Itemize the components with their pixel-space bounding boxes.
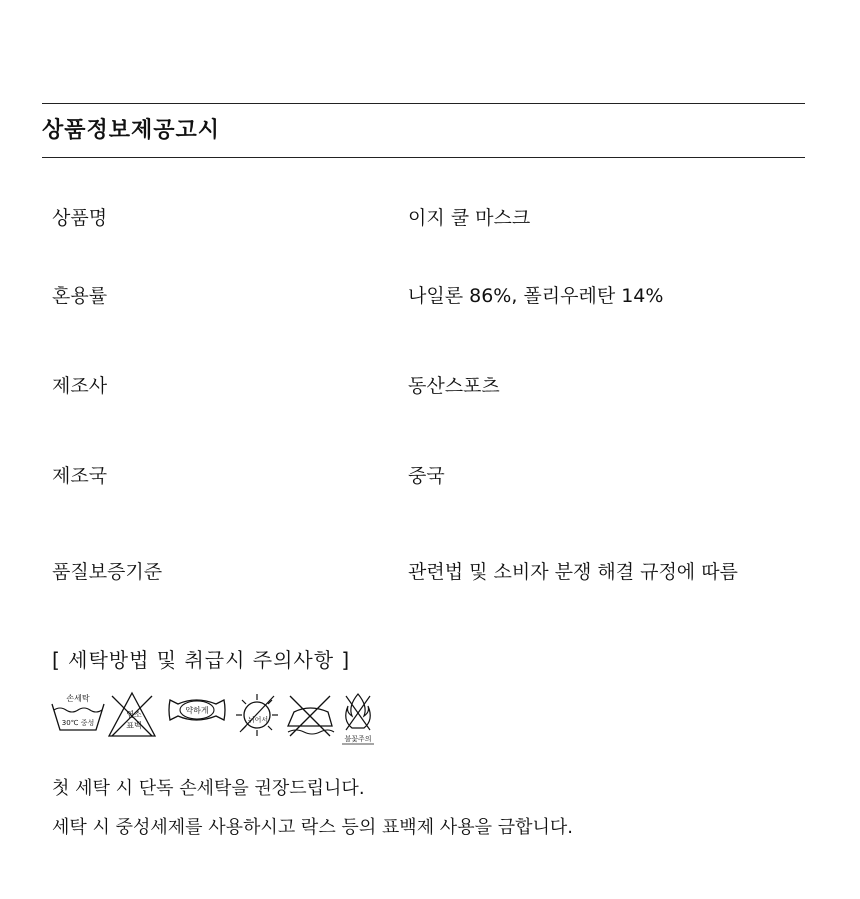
- no-sun-dry-icon: [234, 690, 280, 738]
- svg-text:표백: 표백: [126, 721, 142, 730]
- header-rule: [42, 157, 805, 158]
- row-label: 상품명: [52, 207, 108, 229]
- care-note-2: 세탁 시 중성세제를 사용하시고 락스 등의 표백제 사용을 금합니다.: [52, 817, 573, 838]
- svg-text:불꽃주의: 불꽃주의: [344, 735, 372, 743]
- row-value: 이지 쿨 마스크: [408, 207, 531, 229]
- row-value: 동산스포츠: [408, 375, 500, 397]
- gentle-wring-icon: [166, 690, 228, 730]
- care-heading: [ 세탁방법 및 취급시 주의사항 ]: [52, 648, 351, 672]
- row-value: 나일론 86%, 폴리우레탄 14%: [408, 285, 664, 307]
- svg-text:약하게: 약하게: [185, 706, 209, 715]
- page-title: 상품정보제공고시: [42, 118, 221, 143]
- svg-text:염소: 염소: [126, 710, 142, 719]
- row-value: 중국: [408, 465, 445, 487]
- no-bleach-icon: [106, 690, 158, 740]
- svg-text:30℃ 중성: 30℃ 중성: [61, 719, 95, 727]
- row-label: 혼용률: [52, 285, 108, 307]
- row-label: 제조국: [52, 465, 108, 487]
- hand-wash-icon: [50, 690, 106, 736]
- svg-text:뉘어서: 뉘어서: [247, 716, 269, 724]
- top-rule: [42, 103, 805, 104]
- svg-text:손세탁: 손세탁: [66, 694, 90, 703]
- no-dry-clean-icon: [340, 690, 376, 746]
- row-label: 제조사: [52, 375, 108, 397]
- row-label: 품질보증기준: [52, 561, 163, 583]
- row-value: 관련법 및 소비자 분쟁 해결 규정에 따름: [408, 561, 738, 583]
- no-iron-icon: [284, 690, 336, 738]
- care-note-1: 첫 세탁 시 단독 손세탁을 권장드립니다.: [52, 778, 365, 799]
